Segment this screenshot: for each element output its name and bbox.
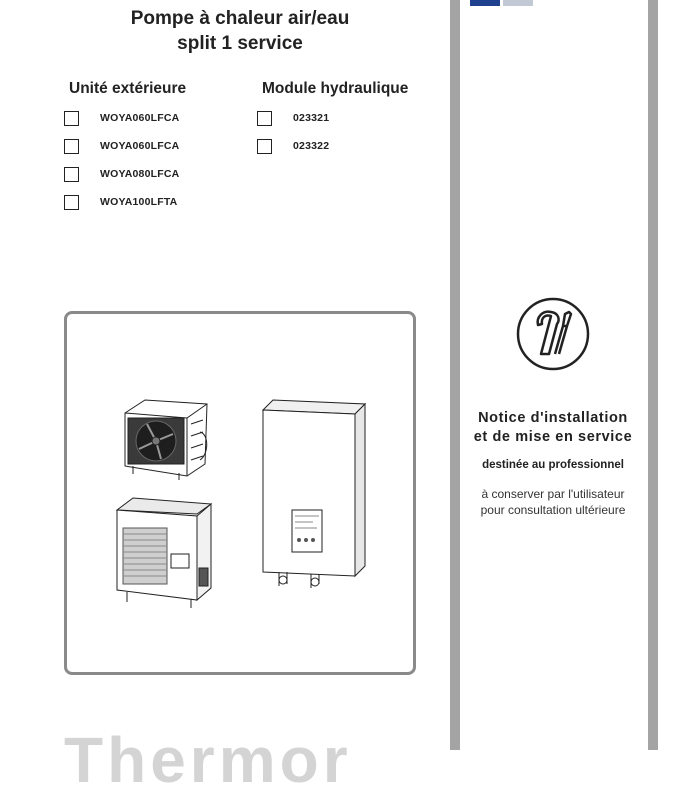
- sidebar-left-bar: [450, 0, 460, 750]
- outdoor-model-label: WOYA060LFCA: [100, 140, 180, 152]
- outdoor-model-label: WOYA100LFTA: [100, 196, 178, 208]
- checkbox[interactable]: [64, 111, 79, 126]
- product-illustration: [67, 314, 413, 672]
- outdoor-model-label: WOYA080LFCA: [100, 168, 180, 180]
- audience-text: destinée au professionnel: [482, 459, 624, 471]
- grey-color-tab: [503, 0, 533, 6]
- notice-title-line-1: Notice d'installation: [478, 410, 628, 426]
- title-line-2: split 1 service: [177, 33, 303, 54]
- keep-line-1: à conserver par l'utilisateur: [481, 487, 625, 501]
- outdoor-unit-front-drawing: [125, 400, 207, 480]
- notice-title-line-2: et de mise en service: [473, 429, 633, 445]
- checkbox[interactable]: [64, 195, 79, 210]
- hydraulic-model-label: 023321: [293, 112, 330, 124]
- brand-logo: Thermor: [64, 724, 352, 796]
- sidebar-right-bar: [648, 0, 658, 750]
- keep-line-2: pour consultation ultérieure: [480, 503, 626, 517]
- checkbox[interactable]: [64, 167, 79, 182]
- blue-color-tab: [470, 0, 500, 6]
- checkbox[interactable]: [64, 139, 79, 154]
- notice-title: [466, 409, 640, 447]
- outdoor-model-label: WOYA060LFCA: [100, 112, 180, 124]
- hydraulic-module-heading: Module hydraulique: [262, 80, 409, 97]
- hydraulic-model-label: 023322: [293, 140, 330, 152]
- document-title: [90, 6, 390, 56]
- title-line-1: Pompe à chaleur air/eau: [130, 8, 350, 29]
- checkbox[interactable]: [257, 111, 272, 126]
- outdoor-unit-heading: Unité extérieure: [69, 80, 187, 97]
- outdoor-unit-side-drawing: [117, 498, 211, 608]
- wrench-screwdriver-icon: [515, 296, 591, 377]
- checkbox[interactable]: [257, 139, 272, 154]
- keep-instructions: [462, 486, 644, 518]
- product-illustration-frame: [64, 311, 416, 675]
- hydraulic-module-drawing: [263, 400, 365, 588]
